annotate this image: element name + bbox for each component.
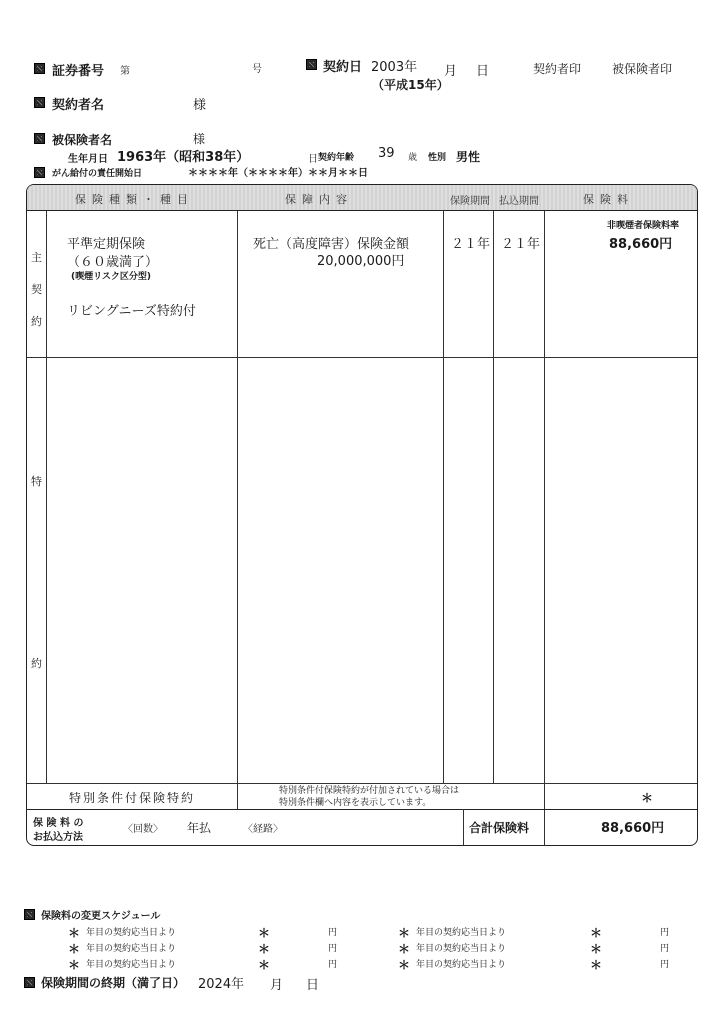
end-date-day: 日 xyxy=(306,978,320,993)
policy-table xyxy=(26,184,698,846)
cert-number-prefix: 第 xyxy=(120,66,130,77)
total-premium-label: 合計保険料 xyxy=(469,821,530,835)
schedule-from-text: 年目の契約応当日より xyxy=(416,944,507,954)
table-header xyxy=(27,185,697,211)
schedule-star: ＊ xyxy=(258,926,271,940)
contract-day: 日 xyxy=(476,64,490,79)
payment-route-label: 〈経路〉 xyxy=(243,824,283,835)
section-marker-icon xyxy=(34,167,45,178)
total-premium-value: 88,660円 xyxy=(601,821,665,836)
section-marker-icon xyxy=(34,133,45,144)
birth-date-value: 1963年（昭和38年） xyxy=(117,150,250,165)
payment-period: ２１年 xyxy=(501,237,541,252)
schedule-star: ＊ xyxy=(398,958,411,972)
premium-amount: 88,660円 xyxy=(609,237,673,252)
cert-number-suffix: 号 xyxy=(252,64,262,75)
end-date-month: 月 xyxy=(270,978,284,993)
plan-term: （６０歳満了） xyxy=(67,255,159,270)
insured-honorific: 様 xyxy=(193,132,206,146)
schedule-star: ＊ xyxy=(68,942,81,956)
living-needs-rider: リビングニーズ特約付 xyxy=(67,304,196,319)
schedule-star: ＊ xyxy=(258,958,271,972)
schedule-star: ＊ xyxy=(68,958,81,972)
sex-value: 男性 xyxy=(456,150,481,164)
cert-number-label: 証券番号 xyxy=(52,64,105,79)
schedule-from-text: 年目の契約応当日より xyxy=(416,960,507,970)
schedule-yen: 円 xyxy=(660,960,670,970)
rider-side-char: 特 xyxy=(31,475,42,488)
contract-month: 月 xyxy=(444,64,458,79)
age-unit: 歳 xyxy=(408,153,418,163)
end-date-year: 2024年 xyxy=(198,977,245,992)
rider-side-char: 約 xyxy=(31,657,42,670)
schedule-yen: 円 xyxy=(660,944,670,954)
plan-name: 平準定期保険 xyxy=(67,237,146,252)
contractor-seal-label: 契約者印 xyxy=(533,62,582,76)
non-smoker-rate-note: 非喫煙者保険料率 xyxy=(607,221,680,231)
plan-risk-class: (喫煙リスク区分型) xyxy=(71,272,152,282)
header-payment: 払込期間 xyxy=(499,196,539,207)
section-marker-icon xyxy=(306,59,317,70)
coverage-amount: 20,000,000円 xyxy=(317,254,405,269)
special-condition-note: 特別条件付保険特約が付加されている場合は xyxy=(279,786,460,796)
schedule-star: ＊ xyxy=(590,926,603,940)
section-marker-icon xyxy=(24,977,35,988)
header-premium: 保険料 xyxy=(583,193,634,206)
schedule-title: 保険料の変更スケジュール xyxy=(41,911,161,922)
schedule-star: ＊ xyxy=(398,926,411,940)
special-condition-mark: ＊ xyxy=(641,791,654,805)
contract-era: （平成15年） xyxy=(372,78,449,92)
header-type: 保険種類・種目 xyxy=(75,193,194,206)
section-marker-icon xyxy=(34,63,45,74)
schedule-from-text: 年目の契約応当日より xyxy=(416,928,507,938)
end-date-label: 保険期間の終期（満了日） xyxy=(41,976,186,990)
contractor-name-label: 契約者名 xyxy=(52,98,105,113)
schedule-star: ＊ xyxy=(258,942,271,956)
insurance-period: ２１年 xyxy=(451,237,491,252)
payment-count-label: 〈回数〉 xyxy=(123,824,163,835)
payment-count-value: 年払 xyxy=(187,821,212,835)
main-contract-side-char: 約 xyxy=(31,315,42,328)
special-condition-label: 特別条件付保険特約 xyxy=(69,791,196,805)
contractor-honorific: 様 xyxy=(193,98,207,113)
cancer-start-label: がん給付の責任開始日 xyxy=(52,169,143,179)
birth-day: 日 xyxy=(308,154,318,165)
contract-date-label: 契約日 xyxy=(323,60,363,75)
schedule-yen: 円 xyxy=(328,944,338,954)
main-contract-side-char: 主 xyxy=(31,251,42,264)
birth-date-label: 生年月日 xyxy=(68,154,108,165)
schedule-star: ＊ xyxy=(590,942,603,956)
header-coverage: 保障内容 xyxy=(285,193,353,206)
section-marker-icon xyxy=(34,97,45,108)
schedule-yen: 円 xyxy=(660,928,670,938)
contract-year: 2003年 xyxy=(371,60,418,75)
schedule-yen: 円 xyxy=(328,928,338,938)
sex-label: 性別 xyxy=(428,153,447,163)
cancer-start-value: ＊＊＊＊年（＊＊＊＊年）＊＊月＊＊日 xyxy=(188,168,368,179)
coverage-description: 死亡（高度障害）保険金額 xyxy=(253,237,410,252)
payment-method-label: お払込方法 xyxy=(33,832,83,843)
schedule-star: ＊ xyxy=(68,926,81,940)
insured-seal-label: 被保険者印 xyxy=(612,62,673,76)
schedule-from-text: 年目の契約応当日より xyxy=(86,928,177,938)
section-marker-icon xyxy=(24,909,35,920)
schedule-yen: 円 xyxy=(328,960,338,970)
special-condition-note: 特別条件欄へ内容を表示しています。 xyxy=(279,798,432,808)
insured-name-label: 被保険者名 xyxy=(52,133,113,147)
schedule-from-text: 年目の契約応当日より xyxy=(86,960,177,970)
schedule-star: ＊ xyxy=(590,958,603,972)
age-value: 39 xyxy=(378,146,395,161)
main-contract-side-char: 契 xyxy=(31,283,42,296)
header-period: 保険期間 xyxy=(450,196,490,207)
age-label: 契約年齢 xyxy=(318,153,355,163)
schedule-star: ＊ xyxy=(398,942,411,956)
schedule-from-text: 年目の契約応当日より xyxy=(86,944,177,954)
payment-method-label: 保 険 料 の xyxy=(33,818,84,829)
